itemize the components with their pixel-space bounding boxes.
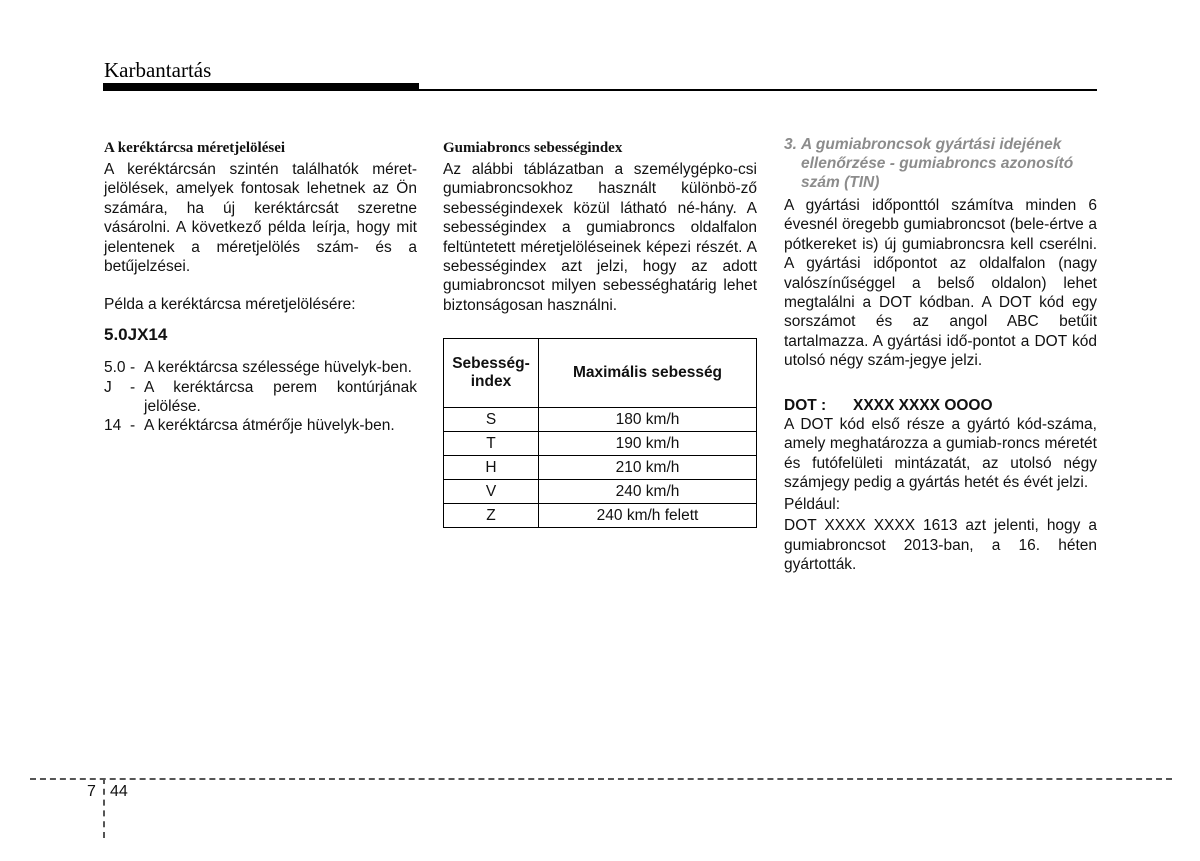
definition-dash: -	[130, 378, 136, 396]
definition-dash: -	[130, 417, 136, 435]
speed-index-cell: S	[444, 408, 539, 432]
middle-column	[443, 139, 757, 528]
example-label: Például:	[784, 495, 841, 513]
rim-definition-item	[104, 416, 417, 435]
rim-size-code: 5.0JX14	[104, 324, 168, 344]
speed-index-cell: H	[444, 456, 539, 480]
section-number: 3.	[784, 136, 797, 153]
section-title: A gumiabroncsok gyártási idejének ellenőrzése - gumiabroncs azonosító szám (TIN)	[801, 136, 1074, 191]
table-row	[444, 456, 757, 480]
definition-term: 14	[104, 417, 122, 435]
speed-index-heading: Gumiabroncs sebességindex	[443, 140, 623, 156]
definition-term: 5.0	[104, 359, 126, 377]
definition-text: A keréktárcsa átmérője hüvelyk-ben.	[144, 417, 395, 435]
rim-marking-heading: A keréktárcsa méretjelölései	[104, 140, 286, 156]
max-speed-cell: 240 km/h	[539, 480, 757, 504]
tin-paragraph-2: A DOT kód első része a gyártó kód-száma, amely meghatározza a gumiab-roncs méretét és futófelületi mintázatát, az utolsó négy számjegy pedig a gyártás hetét és évét jelzi.	[784, 416, 1097, 492]
max-speed-cell: 240 km/h felett	[539, 504, 757, 528]
max-speed-cell: 180 km/h	[539, 408, 757, 432]
rim-definition-list	[104, 358, 417, 436]
left-column	[104, 139, 417, 436]
rim-example-label: Példa a keréktárcsa méretjelölésére:	[104, 296, 356, 314]
dot-code-pattern: XXXX XXXX OOOO	[853, 396, 993, 414]
footer-dashed-rule	[30, 778, 1172, 780]
tin-section-heading	[784, 135, 1097, 192]
definition-term: J	[104, 378, 112, 396]
dot-label: DOT :	[784, 396, 827, 414]
table-row	[444, 432, 757, 456]
header-thick-rule	[103, 83, 419, 91]
page-header-title: Karbantartás	[104, 58, 212, 82]
footer-dashed-divider	[103, 778, 105, 838]
speed-index-text: Az alábbi táblázatban a személygépko-csi gumiabroncsokhoz használt különbö-ző sebességindexek közül látható né-hány. A sebességindex a gumiabroncs oldalfalon feltüntetett méretjelöléseinek képezi részét. A sebességindex azt jelzi, hogy az adott gumiabroncsot milyen sebességhatárig lehet biztonságosan használni.	[443, 161, 757, 314]
speed-index-cell: V	[444, 480, 539, 504]
column-header-max-speed: Maximális sebesség	[539, 339, 757, 408]
right-column	[784, 136, 1097, 574]
column-header-speed-index: Sebesség-index	[444, 339, 539, 408]
example-text: DOT XXXX XXXX 1613 azt jelenti, hogy a gumiabroncsot 2013-ban, a 16. héten gyártották.	[784, 517, 1097, 573]
chapter-number: 7	[87, 783, 96, 800]
definition-dash: -	[130, 359, 136, 377]
table-header-row	[444, 339, 757, 408]
rim-definition-item	[104, 358, 417, 377]
speed-index-cell: T	[444, 432, 539, 456]
speed-index-table	[443, 338, 757, 528]
table-row	[444, 408, 757, 432]
dot-code-line	[784, 396, 1097, 415]
page-number: 44	[110, 783, 128, 800]
max-speed-cell: 210 km/h	[539, 456, 757, 480]
definition-text: A keréktárcsa perem kontúrjának jelölése.	[144, 378, 417, 416]
speed-index-cell: Z	[444, 504, 539, 528]
tin-paragraph-1: A gyártási időponttól számítva minden 6 évesnél öregebb gumiabroncsot (bele-értve a pótkereket is) új gumiabroncsra kell cserélni. A gyártási időpontot az oldalfalon (nagy valószínűséggel a belső oldalon) lehet megtalálni a DOT kódban. A DOT kód egy sorszámot és az angol ABC betűit tartalmazza. A gyártási idő-pontot a DOT kód utolsó négy szám-jegye jelzi.	[784, 197, 1097, 370]
table-row	[444, 480, 757, 504]
table-row	[444, 504, 757, 528]
header-thin-rule	[419, 89, 1097, 91]
definition-text: A keréktárcsa szélessége hüvelyk-ben.	[144, 359, 412, 377]
max-speed-cell: 190 km/h	[539, 432, 757, 456]
rim-marking-intro: A keréktárcsán szintén találhatók méret-jelölések, amelyek fontosak lehetnek az Ön számára, ha új keréktárcsát szeretne vásárolni. A következő példa leírja, hogy mit jelentenek a méretjelölés szám- és a betűjelzései.	[104, 161, 417, 276]
rim-definition-item	[104, 378, 417, 417]
